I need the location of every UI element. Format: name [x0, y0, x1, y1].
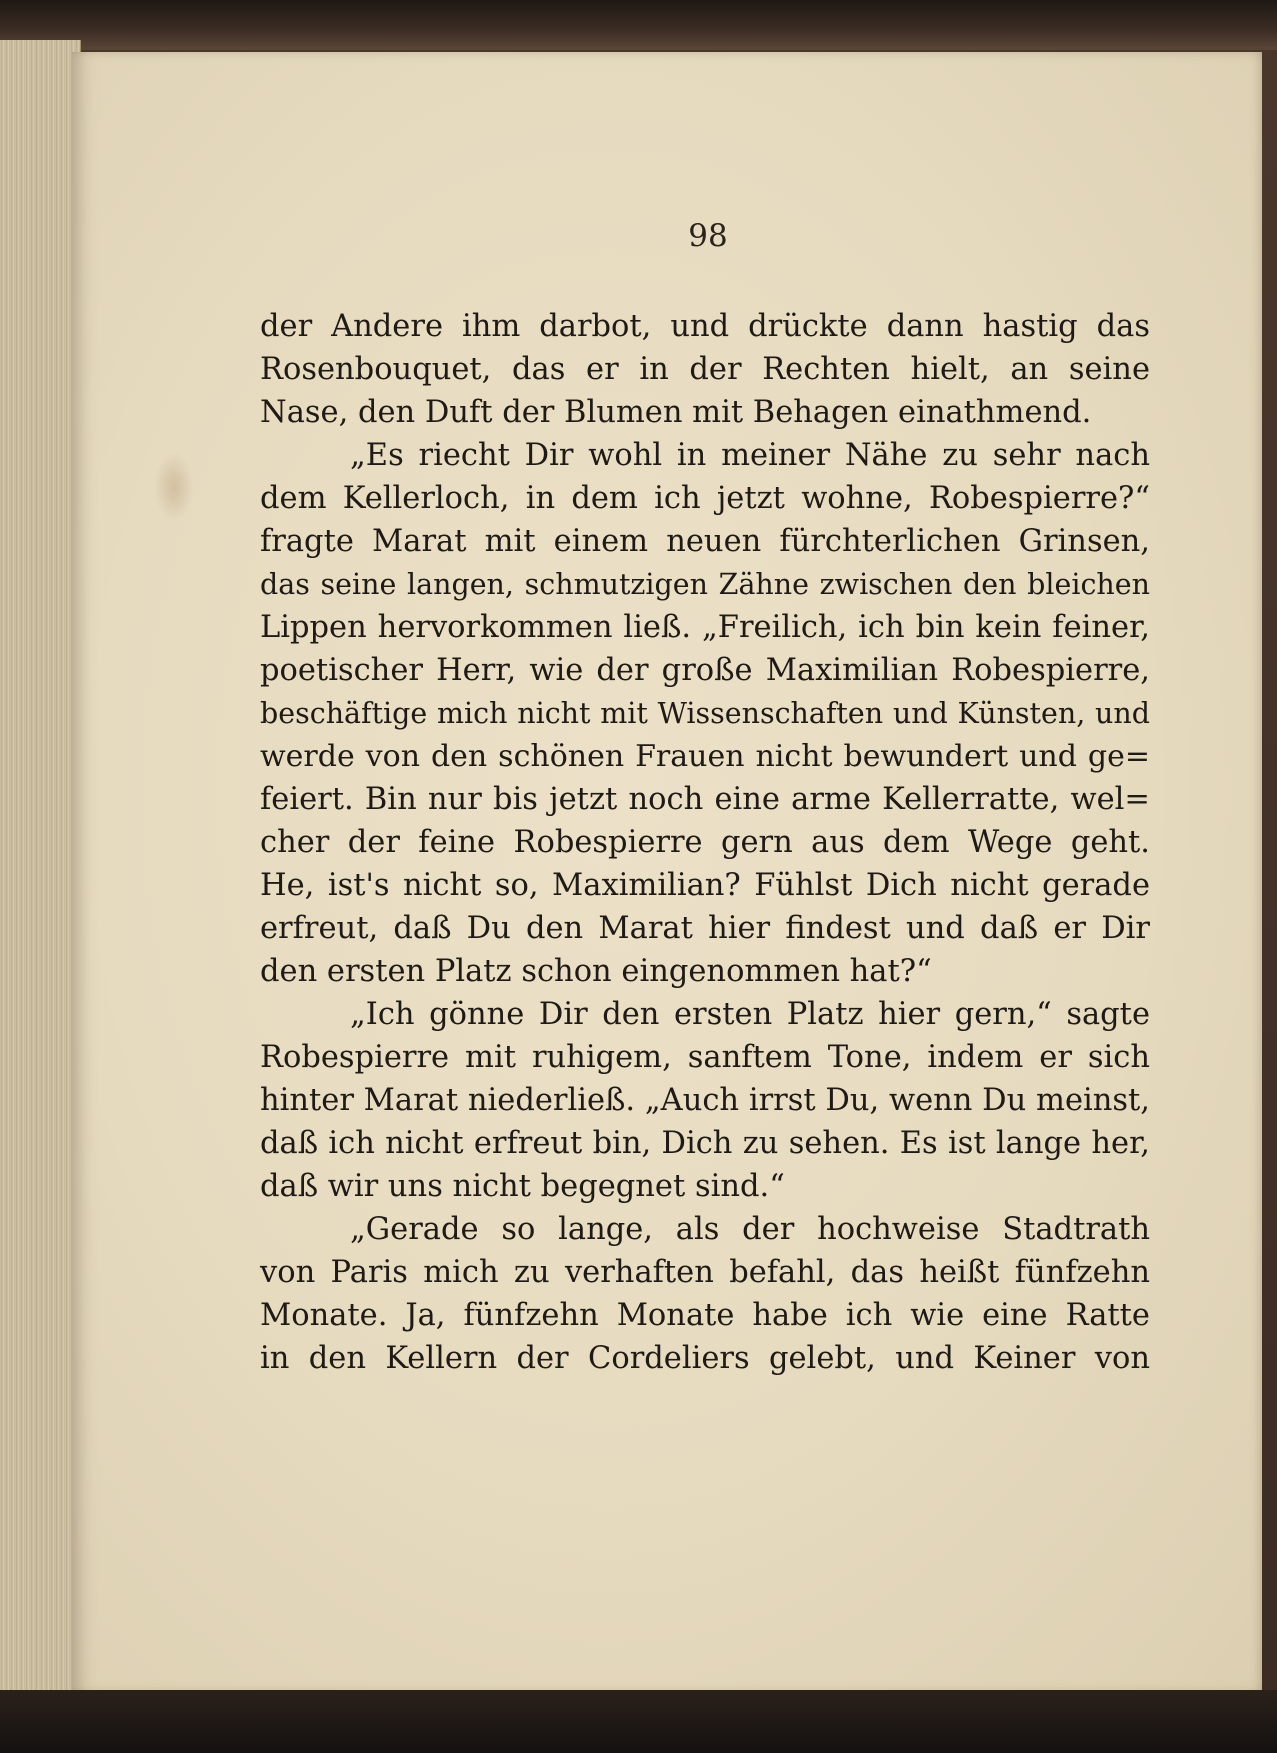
text-line: Robespierre mit ruhigem, sanftem Tone, indem er sich [260, 1040, 1150, 1075]
page-stack-edges [0, 40, 81, 1695]
text-line: werde von den schönen Frauen nicht bewundert und ge= [260, 739, 1150, 774]
text-line: beschäftige mich nicht mit Wissenschaften und Künsten, und [260, 697, 1150, 730]
text-line: Nase, den Duft der Blumen mit Behagen einathmend. [260, 395, 1092, 430]
text-line: Lippen hervorkommen ließ. „Freilich, ich bin kein feiner, [260, 610, 1150, 645]
book-cover-bottom-edge [0, 1690, 1277, 1753]
text-line: von Paris mich zu verhaften befahl, das heißt fünfzehn [260, 1255, 1150, 1290]
text-line: „Es riecht Dir wohl in meiner Nähe zu sehr nach [350, 438, 1150, 473]
text-line: He, ist's nicht so, Maximilian? Fühlst Dich nicht gerade [260, 868, 1150, 903]
body-text [260, 305, 1150, 1380]
text-line: poetischer Herr, wie der große Maximilian Robespierre, [260, 653, 1150, 688]
text-line: in den Kellern der Cordeliers gelebt, und Keiner von [260, 1341, 1150, 1376]
text-line: Monate. Ja, fünfzehn Monate habe ich wie eine Ratte [260, 1298, 1150, 1333]
text-line: das seine langen, schmutzigen Zähne zwischen den bleichen [260, 568, 1150, 601]
text-line: daß ich nicht erfreut bin, Dich zu sehen. Es ist lange her, [260, 1126, 1150, 1161]
text-line: dem Kellerloch, in dem ich jetzt wohne, Robespierre?“ [260, 481, 1150, 516]
text-line: „Ich gönne Dir den ersten Platz hier gern,“ sagte [350, 997, 1150, 1032]
text-line: cher der feine Robespierre gern aus dem Wege geht. [260, 825, 1150, 860]
text-line: daß wir uns nicht begegnet sind.“ [260, 1169, 785, 1204]
text-line: der Andere ihm darbot, und drückte dann hastig das [260, 309, 1150, 344]
text-line: feiert. Bin nur bis jetzt noch eine arme Kellerratte, wel= [260, 782, 1150, 817]
text-line: hinter Marat niederließ. „Auch irrst Du, wenn Du meinst, [260, 1083, 1150, 1118]
text-line: „Gerade so lange, als der hochweise Stadtrath [350, 1212, 1150, 1247]
page-number: 98 [688, 218, 728, 254]
text-line: fragte Marat mit einem neuen fürchterlichen Grinsen, [260, 524, 1150, 559]
text-line: erfreut, daß Du den Marat hier findest und daß er Dir [260, 911, 1150, 946]
paper-stain [154, 452, 194, 522]
book-cover-top-edge [0, 0, 1277, 50]
text-line: den ersten Platz schon eingenommen hat?“ [260, 954, 932, 989]
text-line: Rosenbouquet, das er in der Rechten hielt, an seine [260, 352, 1150, 387]
